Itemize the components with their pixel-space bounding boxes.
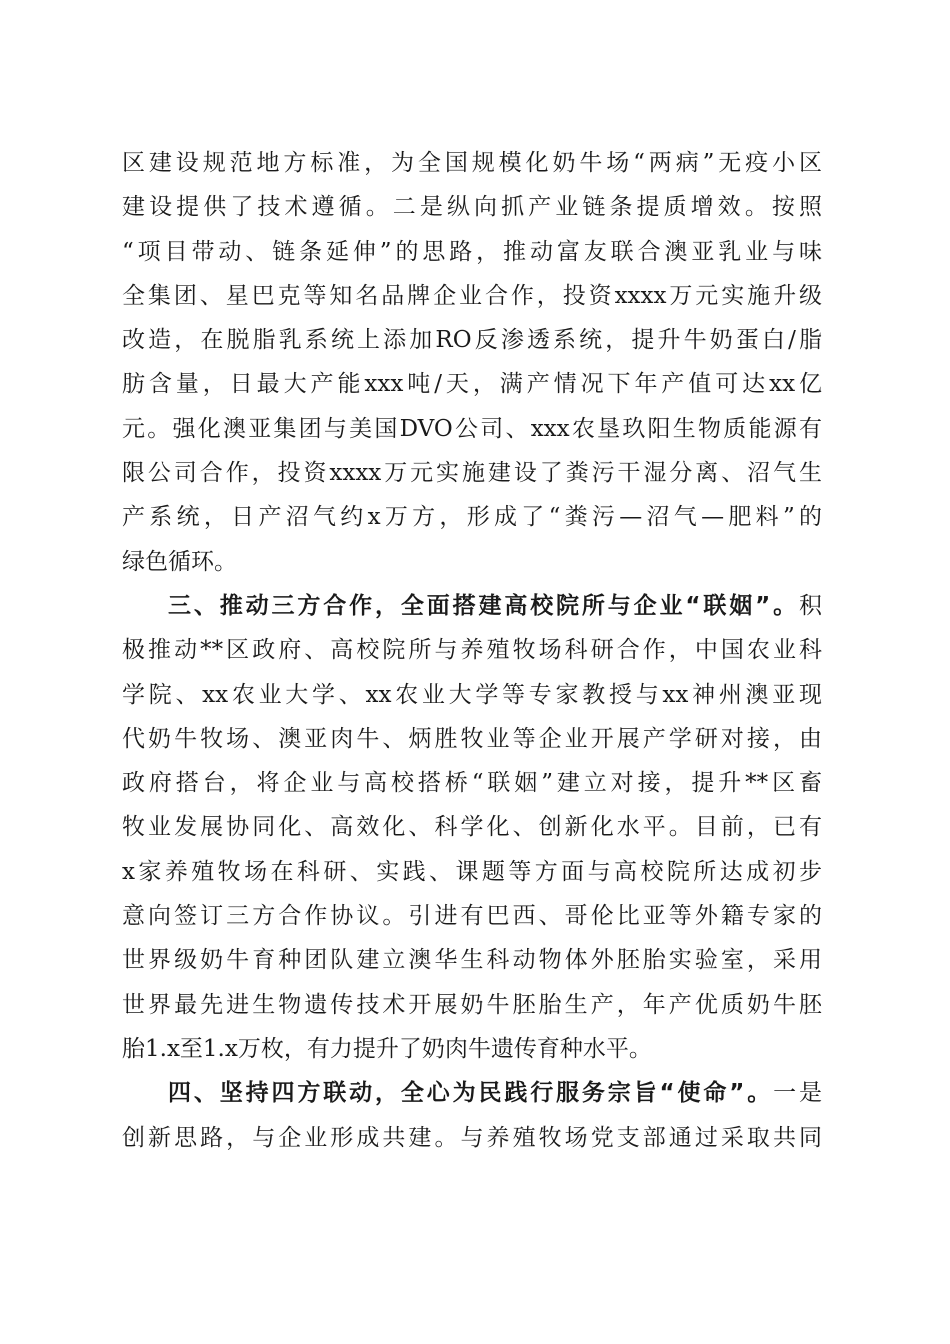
section-4-heading: 四、坚持四方联动，全心为民践行服务宗旨“使命”。 (168, 1080, 774, 1107)
section-3-line: x家养殖牧场在科研、实践、课题等方面与高校院所达成初步 (122, 858, 822, 885)
section-4-line: 创新思路，与企业形成共建。与养殖牧场党支部通过采取共同 (122, 1124, 822, 1151)
section-3-first-line-rest: 积 (799, 592, 822, 619)
section-3-first-line (122, 584, 822, 628)
section-3-line: 意向签订三方合作协议。引进有巴西、哥伦比亚等外籍专家的 (122, 903, 822, 930)
paragraph-line: 区建设规范地方标准，为全国规模化奶牛场“两病”无疫小区 (122, 150, 822, 176)
section-3-heading: 三、推动三方合作，全面搭建高校院所与企业“联姻”。 (168, 592, 799, 619)
paragraph-line: 建设提供了技术遵循。二是纵向抓产业链条提质增效。按照 (122, 194, 822, 221)
section-4-first-line (122, 1071, 822, 1115)
paragraph-line: “项目带动、链条延伸”的思路，推动富友联合澳亚乳业与味 (122, 238, 822, 265)
section-3-line: 极推动**区政府、高校院所与养殖牧场科研合作，中国农业科 (122, 637, 822, 664)
paragraph-line: 全集团、星巴克等知名品牌企业合作，投资xxxx万元实施升级 (122, 282, 822, 309)
paragraph-line: 绿色循环。 (122, 548, 237, 575)
document-body (122, 141, 822, 1160)
section-3-line: 代奶牛牧场、澳亚肉牛、炳胜牧业等企业开展产学研对接，由 (122, 725, 822, 752)
paragraph-line: 产系统，日产沼气约x万方，形成了“粪污—沼气—肥料”的 (122, 504, 822, 531)
section-3-line: 胎1.x至1.x万枚，有力提升了奶肉牛遗传育种水平。 (122, 1035, 652, 1062)
section-3-line: 世界级奶牛育种团队建立澳华生科动物体外胚胎实验室，采用 (122, 947, 822, 974)
paragraph-line: 改造，在脱脂乳系统上添加RO反渗透系统，提升牛奶蛋白/脂 (122, 327, 822, 354)
section-3-line: 政府搭台，将企业与高校搭桥“联姻”建立对接，提升**区畜 (122, 770, 822, 797)
paragraph-line: 肪含量，日最大产能xxx吨/天，满产情况下年产值可达xx亿 (122, 371, 822, 398)
section-3-line: 牧业发展协同化、高效化、科学化、创新化水平。目前，已有 (122, 814, 822, 841)
section-3-line: 世界最先进生物遗传技术开展奶牛胚胎生产，年产优质奶牛胚 (122, 991, 822, 1018)
paragraph-line: 限公司合作，投资xxxx万元实施建设了粪污干湿分离、沼气生 (122, 460, 822, 487)
section-4-first-line-rest: 一是 (773, 1080, 822, 1107)
section-3-line: 学院、xx农业大学、xx农业大学等专家教授与xx神州澳亚现 (122, 681, 822, 708)
paragraph-line: 元。强化澳亚集团与美国DVO公司、xxx农垦玖阳生物质能源有 (122, 415, 822, 442)
